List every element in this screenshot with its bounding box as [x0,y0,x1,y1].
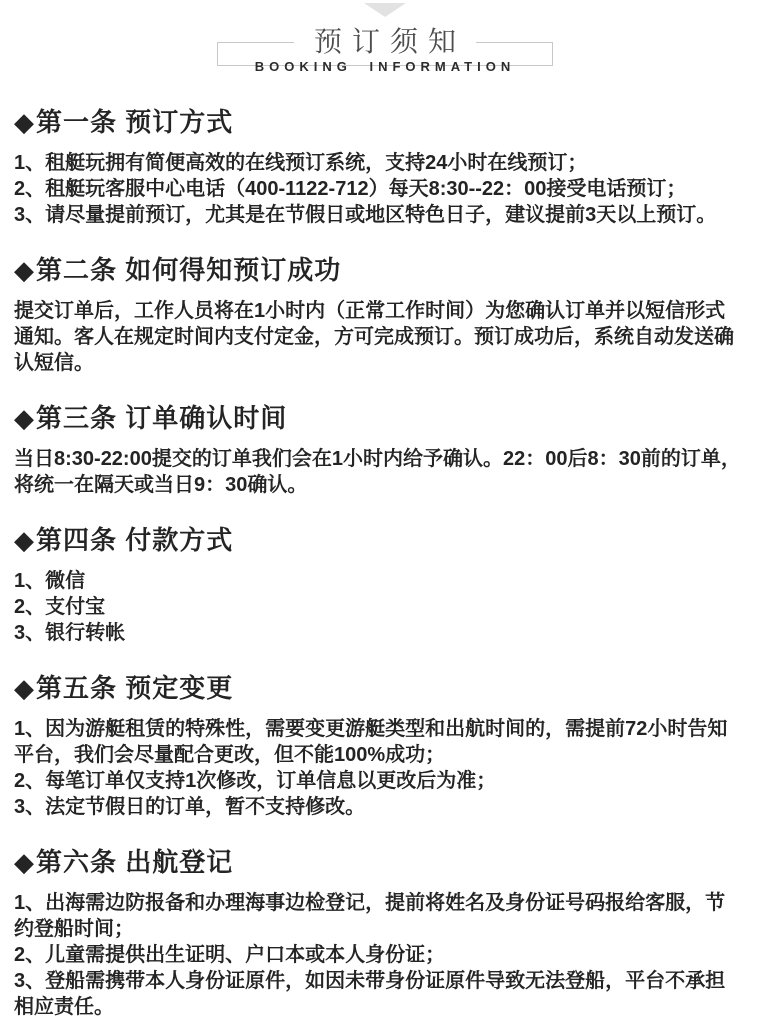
section-body [14,890,744,1020]
section-heading-text: 第六条 出航登记 [36,847,234,877]
page-title: 预订须知 [294,28,476,56]
section-heading-text: 第二条 如何得知预订成功 [36,255,342,285]
diamond-bullet-icon: ◆ [14,403,35,433]
section-heading [14,846,744,878]
terms-section [14,106,744,228]
section-heading-text: 第四条 付款方式 [36,525,234,555]
terms-line: 3、登船需携带本人身份证原件，如因未带身份证原件导致无法登船，平台不承担相应责任。 [14,970,726,1018]
title-box [217,26,553,74]
terms-line: 1、微信 [14,570,86,592]
section-body [14,150,744,228]
section-heading-text: 第三条 订单确认时间 [36,403,288,433]
section-body [14,568,744,646]
terms-line: 2、租艇玩客服中心电话（400-1122-712）每天8:30--22：00接受电话预订； [14,178,687,200]
section-body [14,298,744,376]
booking-information-page [0,3,770,1034]
section-heading [14,672,744,704]
terms-content [0,106,770,1020]
terms-line: 3、法定节假日的订单，暂不支持修改。 [14,796,366,818]
diamond-bullet-icon: ◆ [14,255,35,285]
terms-line: 2、每笔订单仅支持1次修改，订单信息以更改后为准； [14,770,497,792]
terms-line: 2、儿童需提供出生证明、户口本或本人身份证； [14,944,446,966]
terms-section [14,402,744,498]
terms-section [14,254,744,376]
section-heading [14,402,744,434]
diamond-bullet-icon: ◆ [14,107,35,137]
terms-line: 1、租艇玩拥有简便高效的在线预订系统，支持24小时在线预订； [14,152,588,174]
terms-section [14,846,744,1020]
diamond-bullet-icon: ◆ [14,673,35,703]
terms-line: 提交订单后，工作人员将在1小时内（正常工作时间）为您确认订单并以短信形式通知。客人在规定时间内支付定金，方可完成预订。预订成功后，系统自动发送确认短信。 [14,300,734,374]
section-heading [14,106,744,138]
diamond-bullet-icon: ◆ [14,847,35,877]
section-body [14,716,744,820]
terms-section [14,672,744,820]
section-heading [14,254,744,286]
terms-line: 3、银行转帐 [14,622,126,644]
booking-header [0,3,770,93]
terms-line: 1、因为游艇租赁的特殊性，需要变更游艇类型和出航时间的，需提前72小时告知平台，我们会尽量配合更改，但不能100%成功； [14,718,728,766]
terms-section [14,524,744,646]
section-heading [14,524,744,556]
section-body [14,446,744,498]
section-heading-text: 第五条 预定变更 [36,673,234,703]
page-subtitle: BOOKING INFORMATION [254,59,516,74]
terms-line: 3、请尽量提前预订，尤其是在节假日或地区特色日子，建议提前3天以上预订。 [14,204,717,226]
terms-line: 当日8:30-22:00提交的订单我们会在1小时内给予确认。22：00后8：30前的订单，将统一在隔天或当日9：30确认。 [14,448,741,496]
diamond-bullet-icon: ◆ [14,525,35,555]
terms-line: 2、支付宝 [14,596,106,618]
section-heading-text: 第一条 预订方式 [36,107,234,137]
arrow-down-icon [364,3,406,17]
terms-line: 1、出海需边防报备和办理海事边检登记，提前将姓名及身份证号码报给客服，节约登船时间； [14,892,726,940]
